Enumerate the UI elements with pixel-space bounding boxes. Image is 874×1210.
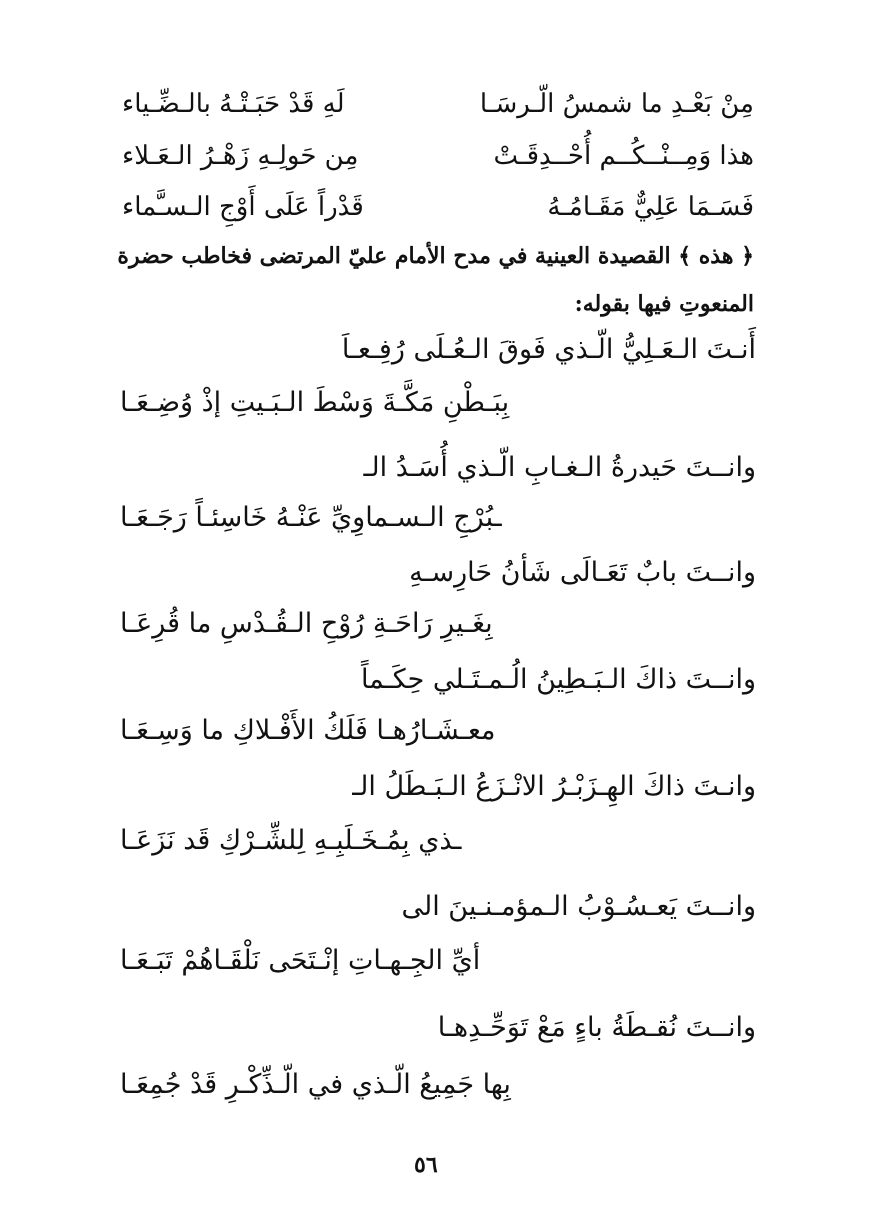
poem-line-2: بِبَـطْنِ مَكَّـةَ وَسْطَ الـبَـيتِ إذْ وُضِـعَـا	[120, 387, 510, 418]
heading-line-2: المنعوتِ فيها بقوله:	[574, 291, 754, 317]
poem-line-6: بِغَـيرِ رَاحَـةِ رُوْحِ الـقُـدْسِ ما قُرِعَـا	[120, 608, 493, 639]
poem-line-5: وانــتَ بابٌ تَعَـالَى شَأنُ حَارِسـهِ	[409, 557, 756, 588]
poem-line-9: وانـتَ ذاكَ الهِـزَبْـرُ الانْـزَعُ الـبَـطَلُ الـ	[352, 771, 756, 802]
verse-2-right: هذا وَمِــنْــكُــم أُحْــدِقَـتْ	[493, 141, 754, 171]
verse-1-right: مِنْ بَعْـدِ ما شمسُ الّـرسَـا	[479, 89, 754, 119]
verse-3-right: فَسَـمَا عَلِيٌّ مَقَـامُـهُ	[547, 192, 754, 222]
poem-line-13: وانــتَ نُقـطَةُ باءٍ مَعْ تَوَحِّـدِهـا	[437, 1012, 756, 1043]
poem-line-12: أيِّ الجِـهـاتِ إنْـتَحَى نَلْقَـاهُمْ تَبَـعَـا	[120, 945, 481, 976]
poem-line-7: وانــتَ ذاكَ الـبَـطِينُ الُـمـتَـلي حِكَـماً	[360, 664, 756, 695]
page-number: ٥٦	[414, 1152, 438, 1178]
poem-line-10: ـذي بِمُـخَـلَبِـهِ لِلشِّـرْكِ قَد نَزَعَـا	[120, 825, 462, 856]
poem-line-4: ـبُرْجِ الـسـماوِيِّ عَنْـهُ خَاسِئـاً رَجَـعَـا	[120, 502, 502, 533]
verse-2-left: مِن حَولِـهِ زَهْـرُ الـعَـلاء	[122, 141, 359, 171]
poem-line-8: معـشَـارُهـا فَلَكُ الأَفْـلاكِ ما وَسِـعَـا	[120, 715, 496, 746]
poem-line-11: وانــتَ يَعـسُـوْبُ الـمؤمـنـينَ الى	[401, 891, 756, 922]
heading-line-1: ﴿ هذه ﴾ القصيدة العينية في مدح الأمام عليّ المرتضى فخاطب حضرة	[117, 243, 754, 269]
verse-3-left: قَدْراً عَلَى أَوْجِ الـسـَّماء	[122, 192, 364, 222]
verse-1-left: لَهِ قَدْ حَبَـتْـهُ بالـضِّـياء	[122, 89, 345, 119]
poem-line-14: بِها جَمِيعُ الّـذي في الّـذِّكْـرِ قَدْ جُمِعَـا	[120, 1069, 511, 1100]
poem-line-1: أَنـتَ الـعَـلِيُّ الّـذي فَوقَ الـعُـلَى رُفِـعـاَ	[341, 334, 756, 365]
poem-line-3: وانــتَ حَيدرةُ الـغـابِ الّـذي أُسَـدُ الـ	[363, 452, 756, 483]
